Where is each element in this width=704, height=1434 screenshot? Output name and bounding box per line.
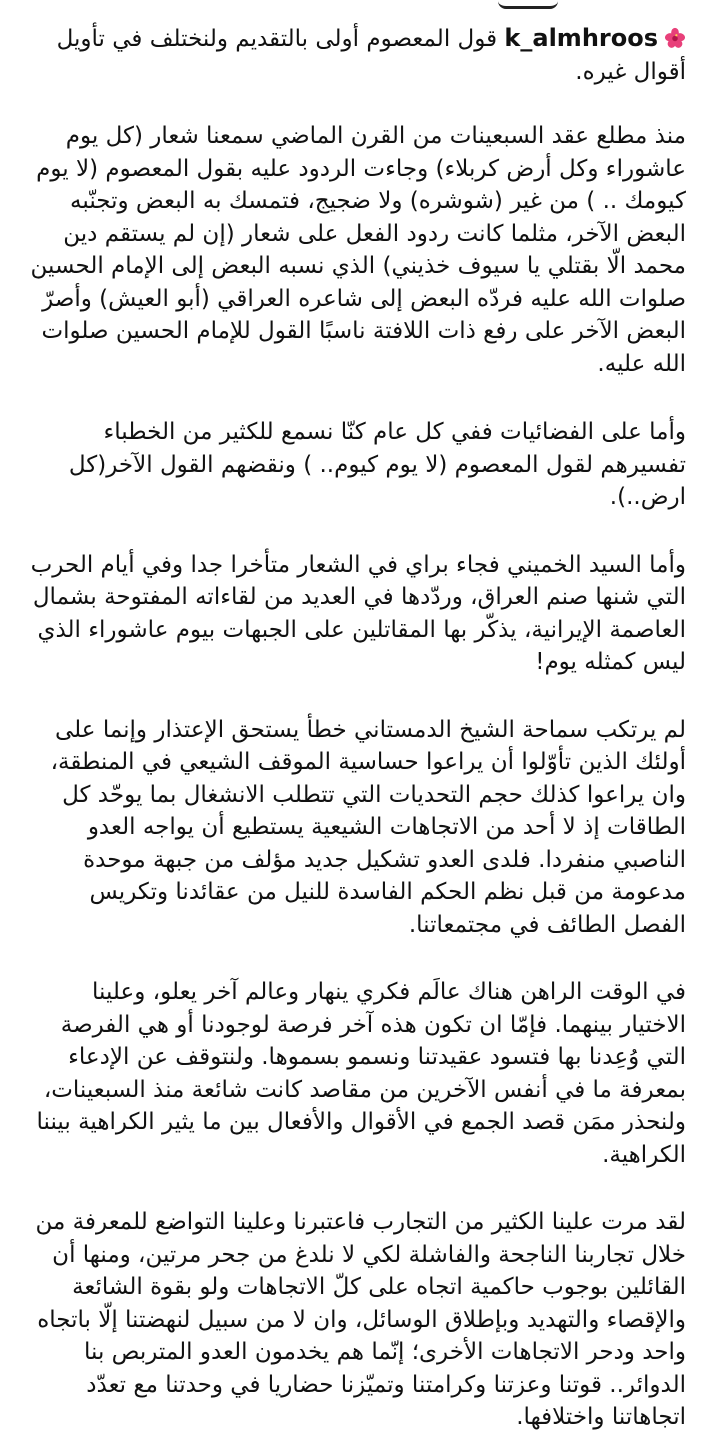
- paragraph-3: وأما السيد الخميني فجاء براي في الشعار متأخرا جدا وفي أيام الحرب التي شنها صنم العراق، وردّدها في العديد من لقاءاته المفتوحة بشمال العاصمة الإيرانية، يذكّر بها المقاتلين على الجبهات بيوم عاشوراء الذي ليس كمثله يوم!: [30, 551, 686, 675]
- paragraph-2: وأما على الفضائيات ففي كل عام كنّا نسمع للكثير من الخطباء تفسيرهم لقول المعصوم (لا يوم كيوم.. ) ونقضهم القول الآخر(كل ارض..).: [68, 419, 686, 510]
- post-caption: [26, 22, 686, 88]
- post-username[interactable]: k_almhroos: [504, 24, 658, 52]
- paragraph-4: لم يرتكب سماحة الشيخ الدمستاني خطأ يستحق الإعتذار وإنما على أولئك الذين تأوّلوا أن يراعوا حساسية الموقف الشيعي في المنطقة، وان يراعوا كذلك حجم التحديات التي تتطلب الانشغال بما يوحّد كل الطاقات إذ لا أحد من الاتجاهات الشيعية يستطيع أن يواجه العدو الناصبي منفردا. فلدى العدو تشكيل جديد مؤلف من جبهة موحدة مدعومة من قبل نظم الحكم الفاسدة للنيل من عقائدنا وتكريس الفصل الطائف في مجتمعاتنا.: [50, 716, 686, 938]
- cropped-glyph-fragment: [498, 0, 558, 9]
- post-body: [26, 22, 686, 1434]
- hibiscus-flower-icon: [664, 26, 686, 48]
- caption-text: قول المعصوم أولى بالتقديم ولنختلف في تأويل أقوال غيره.: [56, 26, 686, 85]
- paragraph-6: لقد مرت علينا الكثير من التجارب فاعتبرنا وعلينا التواضع للمعرفة من خلال تجاربنا الناجحة والفاشلة لكي لا نلدغ من جحر مرتين، ومنها أن القائلين بوجوب حاكمية اتجاه على كلّ الاتجاهات ولو بقوة الشائعة والإقصاء والتهديد وبإطلاق الوسائل، وان لا من سبيل لنهضتنا إلّا باتجاه واحد ودحر الاتجاهات الأخرى؛ إنّما هم يخدمون العدو المتربص بنا الدوائر.. قوتنا وعزتنا وكرامتنا وتميّزنا حضاريا في وحدتنا مع تعدّد اتجاهاتنا واختلافها.: [35, 1209, 686, 1430]
- cropped-top-edge: [0, 0, 704, 16]
- paragraph-1: منذ مطلع عقد السبعينات من القرن الماضي سمعنا شعار (كل يوم عاشوراء وكل أرض كربلاء) وجاءت الردود عليه بقول المعصوم (لا يوم كيومك .. ) من غير (شوشره) ولا ضجيج، فتمسك به البعض وتجنّبه البعض الآخر، مثلما كانت ردود الفعل على شعار (إن لم يستقم دين محمد الّا بقتلي يا سيوف خذيني) الذي نسبه البعض إلى الإمام الحسين صلوات الله عليه فردّه البعض إلى شاعره العراقي (أبو العيش) وأصرّ البعض الآخر على رفع ذات اللافتة ناسبًا القول للإمام الحسين صلوات الله عليه.: [30, 123, 686, 377]
- paragraph-5: في الوقت الراهن هناك عالَم فكري ينهار وعالم آخر يعلو، وعلينا الاختيار بينهما. فإمّا ان تكون هذه آخر فرصة لوجودنا أو هي الفرصة التي وُعِدنا بها فتسود عقيدتنا ونسمو بسموها. ولنتوقف عن الإدعاء بمعرفة ما في أنفس الآخرين من مقاصد كانت شائعة منذ السبعينات، ولنحذر ممَن قصد الجمع في الأقوال والأفعال بين ما يثير الكراهية بيننا الكراهية.: [36, 979, 686, 1168]
